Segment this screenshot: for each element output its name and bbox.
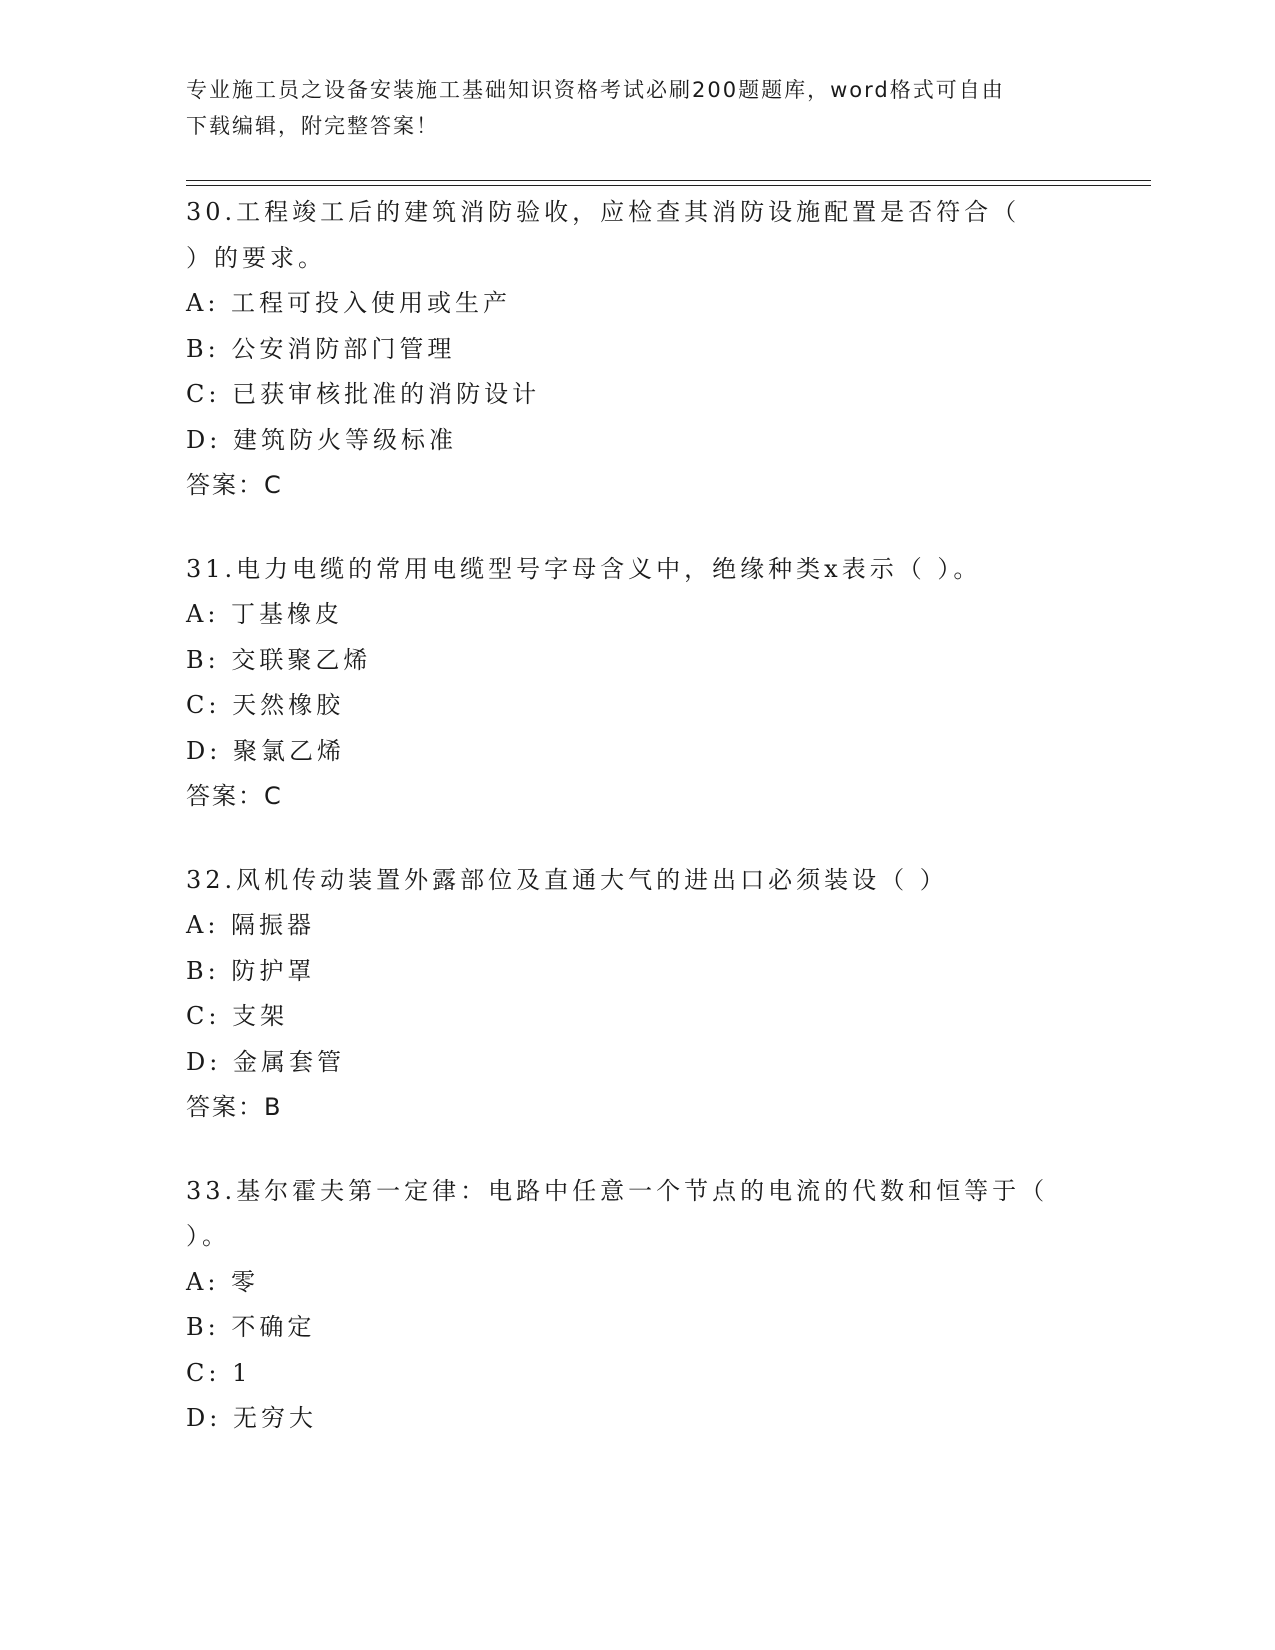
question-30 — [186, 190, 1086, 509]
option-b: B: 公安消防部门管理 — [186, 334, 456, 363]
answer-label: 答案：C — [186, 782, 283, 810]
document-header — [186, 72, 1066, 144]
question-33 — [186, 1169, 1086, 1442]
option-a: A: 工程可投入使用或生产 — [186, 289, 512, 317]
header-line-2: 下载编辑，附完整答案！ — [186, 114, 439, 138]
option-c: C: 已获审核批准的消防设计 — [186, 380, 541, 408]
option-a: A: 隔振器 — [186, 911, 316, 939]
option-d: D: 聚氯乙烯 — [186, 736, 345, 765]
option-c: C: 支架 — [186, 1002, 289, 1030]
question-stem: 33.基尔霍夫第一定律：电路中任意一个节点的电流的代数和恒等于（ — [186, 1176, 1049, 1205]
header-divider-bottom — [186, 185, 1151, 186]
question-31 — [186, 547, 1086, 820]
option-d: D: 无穷大 — [186, 1404, 317, 1432]
question-stem: 30.工程竣工后的建筑消防验收，应检查其消防设施配置是否符合（ — [186, 198, 1021, 226]
option-c: C: 天然橡胶 — [186, 691, 345, 719]
option-a: A: 零 — [186, 1267, 260, 1296]
header-line-1: 专业施工员之设备安装施工基础知识资格考试必刷200题题库，word格式可自由 — [186, 78, 1005, 102]
question-stem-continued: ）。 — [186, 1222, 230, 1250]
question-stem: 31.电力电缆的常用电缆型号字母含义中，绝缘种类x表示（ ）。 — [186, 554, 982, 583]
question-stem: 32.风机传动装置外露部位及直通大气的进出口必须装设（ ） — [186, 865, 948, 894]
option-d: D: 金属套管 — [186, 1047, 345, 1076]
answer-label: 答案：C — [186, 471, 283, 499]
answer-label: 答案：B — [186, 1093, 283, 1121]
option-c: C: 1 — [186, 1358, 252, 1387]
question-stem-continued: ）的要求。 — [186, 243, 326, 272]
option-b: B: 交联聚乙烯 — [186, 645, 372, 674]
header-divider-top — [186, 180, 1151, 181]
question-list — [186, 190, 1086, 1480]
option-b: B: 防护罩 — [186, 956, 316, 985]
option-b: B: 不确定 — [186, 1313, 316, 1341]
option-a: A: 丁基橡皮 — [186, 600, 344, 628]
question-32 — [186, 858, 1086, 1131]
option-d: D: 建筑防火等级标准 — [186, 425, 457, 454]
